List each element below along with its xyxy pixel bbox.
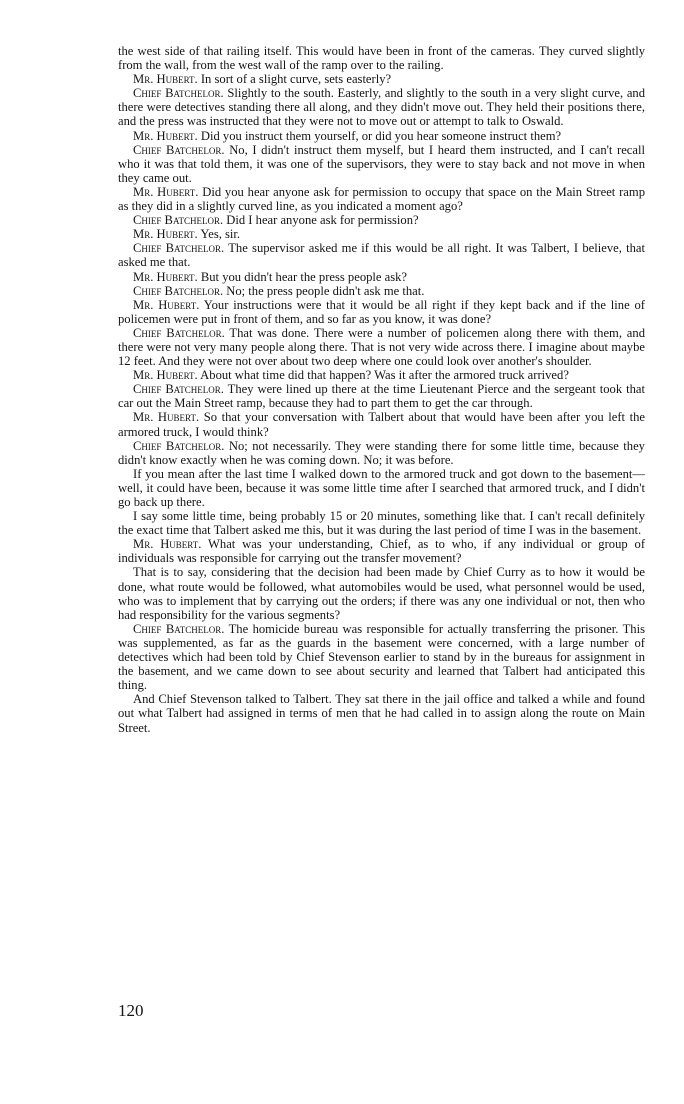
speaker-name: Mr. Hubert. <box>133 128 198 143</box>
paragraph <box>118 241 645 269</box>
paragraph-text: But you didn't hear the press people ask? <box>200 269 408 284</box>
speaker-name: Chief Batchelor. <box>133 283 224 298</box>
paragraph <box>118 213 645 227</box>
paragraph-text: the west side of that railing itself. This would have been in front of the cameras. They curved slightly from the wall, from the west wall of the ramp over to the railing. <box>118 44 645 73</box>
paragraph-text: If you mean after the last time I walked down to the armored truck and got down to the basement—well, it could have been, because it was some little time after I searched that armored truck, and I didn't go back up there. <box>118 466 645 509</box>
speaker-name: Mr. Hubert. <box>133 227 198 242</box>
speaker-name: Chief Batchelor. <box>133 86 224 101</box>
speaker-name: Chief Batchelor. <box>133 241 225 256</box>
paragraph-text: That is to say, considering that the decision had been made by Chief Curry as to how it would be done, what route would be followed, what automobiles would be used, what personnel would be used, who was to implement that by carrying out the orders; if there was any one individual or not, then who had responsibility for the various segments? <box>118 565 645 622</box>
paragraph-text: Slightly to the south. Easterly, and slightly to the south in a very slight curve, and there were detectives standing there all along, and they didn't move out. They held their positions there, and the press was instructed that they were not to move out or attempt to talk to Oswald. <box>118 86 645 129</box>
paragraph-text: No; the press people didn't ask me that. <box>226 283 425 298</box>
page-body <box>118 44 645 735</box>
speaker-name: Chief Batchelor. <box>133 142 225 157</box>
speaker-name: Chief Batchelor. <box>133 382 224 397</box>
paragraph <box>118 537 645 565</box>
paragraph-text: Yes, sir. <box>200 227 241 242</box>
paragraph-text: Your instructions were that it would be all right if they kept back and if the line of policemen were put in front of them, and so far as you know, it was done? <box>118 297 646 326</box>
paragraph <box>118 143 645 185</box>
page-number: 120 <box>118 1001 144 1020</box>
paragraph <box>118 298 645 326</box>
paragraph <box>118 284 645 298</box>
speaker-name: Mr. Hubert. <box>133 368 198 383</box>
speaker-name: Mr. Hubert. <box>133 297 200 312</box>
paragraph <box>118 270 645 284</box>
paragraph <box>118 86 645 128</box>
paragraph-text: I say some little time, being probably 15 or 20 minutes, something like that. I can't recall definitely the exact time that Talbert asked me this, but it was during the last period of time I was in the basement. <box>118 509 645 538</box>
paragraph-text: And Chief Stevenson talked to Talbert. They sat there in the jail office and talked a while and found out what Talbert had assigned in terms of men that he had called in to assign along the route on Main Street. <box>118 692 645 735</box>
paragraph <box>118 692 645 734</box>
paragraph <box>118 509 645 537</box>
speaker-name: Chief Batchelor. <box>133 621 225 636</box>
speaker-name: Mr. Hubert. <box>133 184 199 199</box>
paragraph <box>118 439 645 467</box>
paragraph-text: About what time did that happen? Was it after the armored truck arrived? <box>200 368 569 383</box>
speaker-name: Chief Batchelor. <box>133 438 225 453</box>
speaker-name: Mr. Hubert. <box>133 410 200 425</box>
paragraph-text: Did you instruct them yourself, or did you hear someone instruct them? <box>200 128 562 143</box>
paragraph-text: Did I hear anyone ask for permission? <box>226 213 419 228</box>
paragraph-text: No, I didn't instruct them myself, but I heard them instructed, and I can't recall who it was that told them, it was one of the supervisors, they were to stay back and not move in when they came out. <box>118 142 645 185</box>
paragraph <box>118 622 645 692</box>
paragraph-text: In sort of a slight curve, sets easterly? <box>200 72 392 87</box>
paragraph <box>118 467 645 509</box>
paragraph-text: Did you hear anyone ask for permission to occupy that space on the Main Street ramp as they did in a slightly curved line, as you indicated a moment ago? <box>118 184 645 214</box>
paragraph <box>118 565 645 621</box>
paragraph <box>118 382 645 410</box>
speaker-name: Mr. Hubert. <box>133 269 198 284</box>
paragraph <box>118 410 645 438</box>
paragraph-text: The homicide bureau was responsible for actually transferring the prisoner. This was supplemented, as far as the guards in the basement were concerned, with a large number of detectives which had been told by Chief Stevenson earlier to stand by in the bureaus for assignment in the basement, and we came down to see about security and learned that Talbert had anticipated this thing. <box>118 621 645 693</box>
paragraph <box>118 227 645 241</box>
speaker-name: Mr. Hubert. <box>133 537 202 552</box>
speaker-name: Chief Batchelor. <box>133 213 224 228</box>
speaker-name: Chief Batchelor. <box>133 325 225 340</box>
speaker-name: Mr. Hubert. <box>133 72 198 87</box>
paragraph <box>118 72 645 86</box>
paragraph-text: So that your conversation with Talbert about that would have been after you left the armored truck, I would think? <box>118 410 645 439</box>
paragraph-text: That was done. There were a number of policemen along there with them, and there were not very many people along there. That is not very wide across there. I imagine about maybe 12 feet. And they were not over about two deep where one could look over another's shoulder. <box>118 325 645 369</box>
paragraph-text: They were lined up there at the time Lieutenant Pierce and the sergeant took that car out the Main Street ramp, because they had to part them to get the car through. <box>118 382 645 411</box>
paragraph <box>118 129 645 143</box>
paragraph <box>118 44 645 72</box>
paragraph <box>118 185 645 213</box>
paragraph-text: The supervisor asked me if this would be all right. It was Talbert, I believe, that asked me that. <box>118 241 645 270</box>
paragraph <box>118 368 645 382</box>
paragraph <box>118 326 645 368</box>
paragraph-text: No; not necessarily. They were standing there for some little time, because they didn't know exactly when he was coming down. No; it was before. <box>118 438 645 467</box>
paragraph-text: What was your understanding, Chief, as to who, if any individual or group of individuals was responsible for carrying out the transfer movement? <box>118 537 646 566</box>
